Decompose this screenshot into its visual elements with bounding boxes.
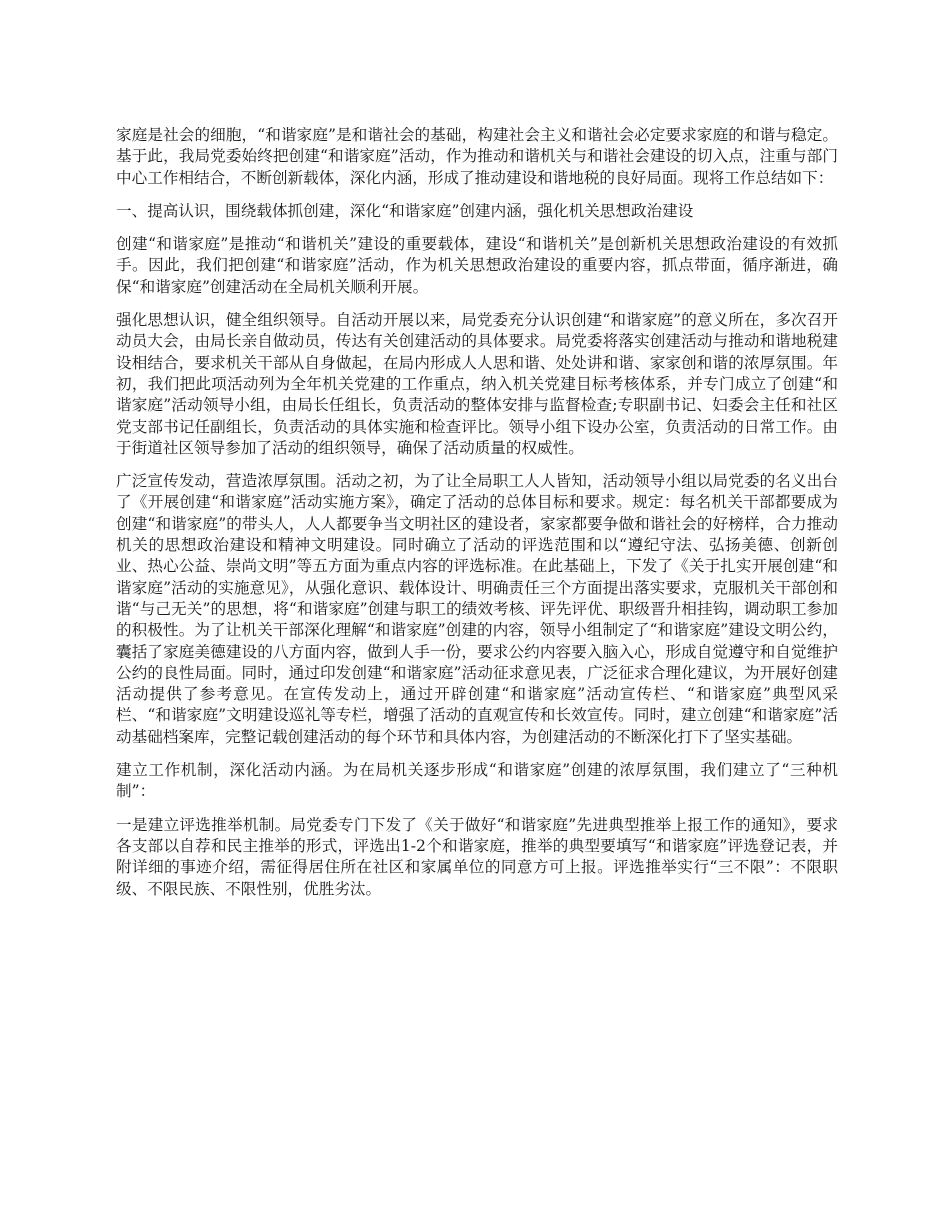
paragraph-organization: 强化思想认识，健全组织领导。自活动开展以来，局党委充分认识创建“和谐家庭”的意义所在，多次召开动员大会，由局长亲自做动员，传达有关创建活动的具体要求。局党委将落实创建活动与推动和谐地税建设相结合，要求机关干部从自身做起，在局内形成人人思和谐、处处讲和谐、家家创和谐的浓厚氛围。年初，我们把此项活动列为全年机关党建的工作重点，纳入机关党建目标考核体系，并专门成立了创建“和谐家庭”活动领导小组，由局长任组长，负责活动的整体安排与监督检查;专职副书记、妇委会主任和社区党支部书记任副组长，负责活动的具体实施和检查评比。领导小组下设办公室，负责活动的日常工作。由于街道社区领导参加了活动的组织领导，确保了活动质量的权威性。 — [116, 311, 838, 457]
intro-paragraph: 家庭是社会的细胞，“和谐家庭”是和谐社会的基础，构建社会主义和谐社会必定要求家庭的和谐与稳定。基于此，我局党委始终把创建“和谐家庭”活动，作为推动和谐机关与和谐社会建设的切入点，注重与部门中心工作相结合，不断创新载体，深化内涵，形成了推动建设和谐地税的良好局面。现将工作总结如下： — [116, 126, 838, 187]
paragraph-mechanism: 建立工作机制，深化活动内涵。为在局机关逐步形成“和谐家庭”创建的浓厚氛围，我们建立了“三种机制”： — [116, 761, 838, 801]
paragraph-selection: 一是建立评选推举机制。局党委专门下发了《关于做好“和谐家庭”先进典型推举上报工作的通知》，要求各支部以自荐和民主推举的形式，评选出1-2个和谐家庭，推举的典型要填写“和谐家庭”评选登记表，并附详细的事迹介绍，需征得居住所在社区和家属单位的同意方可上报。评选推举实行“三不限”：不限职级、不限民族、不限性别，优胜劣汰。 — [116, 815, 838, 898]
document-body — [116, 125, 838, 912]
section-heading: 一、提高认识，围绕载体抓创建，深化“和谐家庭”创建内涵，强化机关思想政治建设 — [116, 201, 694, 220]
paragraph-carrier: 创建“和谐家庭”是推动“和谐机关”建设的重要载体，建设“和谐机关”是创新机关思想政治建设的有效抓手。因此，我们把创建“和谐家庭”活动，作为机关思想政治建设的重要内容，抓点带面，循序渐进，确保“和谐家庭”创建活动在全局机关顺利开展。 — [116, 235, 838, 296]
paragraph-publicity: 广泛宣传发动，营造浓厚氛围。活动之初，为了让全局职工人人皆知，活动领导小组以局党委的名义出台了《开展创建“和谐家庭”活动实施方案》，确定了活动的总体目标和要求。规定：每名机关干部都要成为创建“和谐家庭”的带头人，人人都要争当文明社区的建设者，家家都要争做和谐社会的好榜样，合力推动机关的思想政治建设和精神文明建设。同时确立了活动的评选范围和以“遵纪守法、弘扬美德、创新创业、热心公益、崇尚文明”等五方面为重点内容的评选标准。在此基础上，下发了《关于扎实开展创建“和谐家庭”活动的实施意见》，从强化意识、载体设计、明确责任三个方面提出落实要求，克服机关干部创和谐“与己无关”的思想，将“和谐家庭”创建与职工的绩效考核、评先评优、职级晋升相挂钩，调动职工参加的积极性。为了让机关干部深化理解“和谐家庭”创建的内容，领导小组制定了“和谐家庭”建设文明公约，囊括了家庭美德建设的八方面内容，做到人手一份，要求公约内容要入脑入心，形成自觉遵守和自觉维护公约的良性局面。同时，通过印发创建“和谐家庭”活动征求意见表，广泛征求合理化建议，为开展好创建活动提供了参考意见。在宣传发动上，通过开辟创建“和谐家庭”活动宣传栏、“和谐家庭”典型风采栏、“和谐家庭”文明建设巡礼等专栏，增强了活动的直观宣传和长效宣传。同时，建立创建“和谐家庭”活动基础档案库，完整记载创建活动的每个环节和具体内容，为创建活动的不断深化打下了坚实基础。 — [116, 472, 838, 746]
